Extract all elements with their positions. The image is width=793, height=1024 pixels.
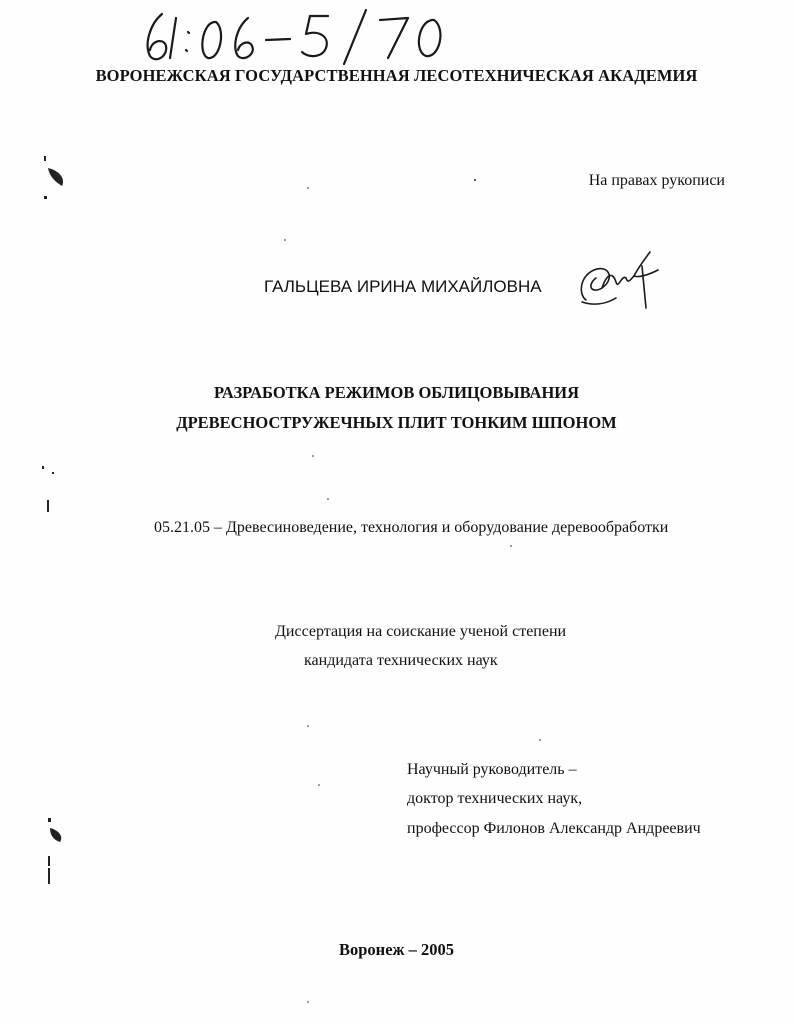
degree-statement-line-2: кандидата технических наук bbox=[304, 652, 498, 669]
thesis-title-line-2: ДРЕВЕСНОСТРУЖЕЧНЫХ ПЛИТ ТОНКИМ ШПОНОМ bbox=[176, 413, 617, 432]
city-and-year: Воронеж – 2005 bbox=[339, 940, 454, 959]
manuscript-rights-note: На правах рукописи bbox=[588, 172, 725, 189]
specialty-code: 05.21.05 – Древесиноведение, технология и оборудование деревообработки bbox=[154, 519, 669, 536]
thesis-title-line-1: РАЗРАБОТКА РЕЖИМОВ ОБЛИЦОВЫВАНИЯ bbox=[213, 383, 580, 402]
author-name: ГАЛЬЦЕВА ИРИНА МИХАЙЛОВНА bbox=[264, 277, 542, 296]
supervisor-degree: доктор технических наук, bbox=[407, 790, 583, 807]
institution-name: ВОРОНЕЖСКАЯ ГОСУДАРСТВЕННАЯ ЛЕСОТЕХНИЧЕСКАЯ АКАДЕМИЯ bbox=[95, 66, 698, 85]
supervisor-name: профессор Филонов Александр Андреевич bbox=[407, 820, 701, 837]
degree-statement-line-1: Диссертация на соискание ученой степени bbox=[275, 623, 567, 640]
supervisor-label: Научный руководитель – bbox=[407, 761, 577, 778]
